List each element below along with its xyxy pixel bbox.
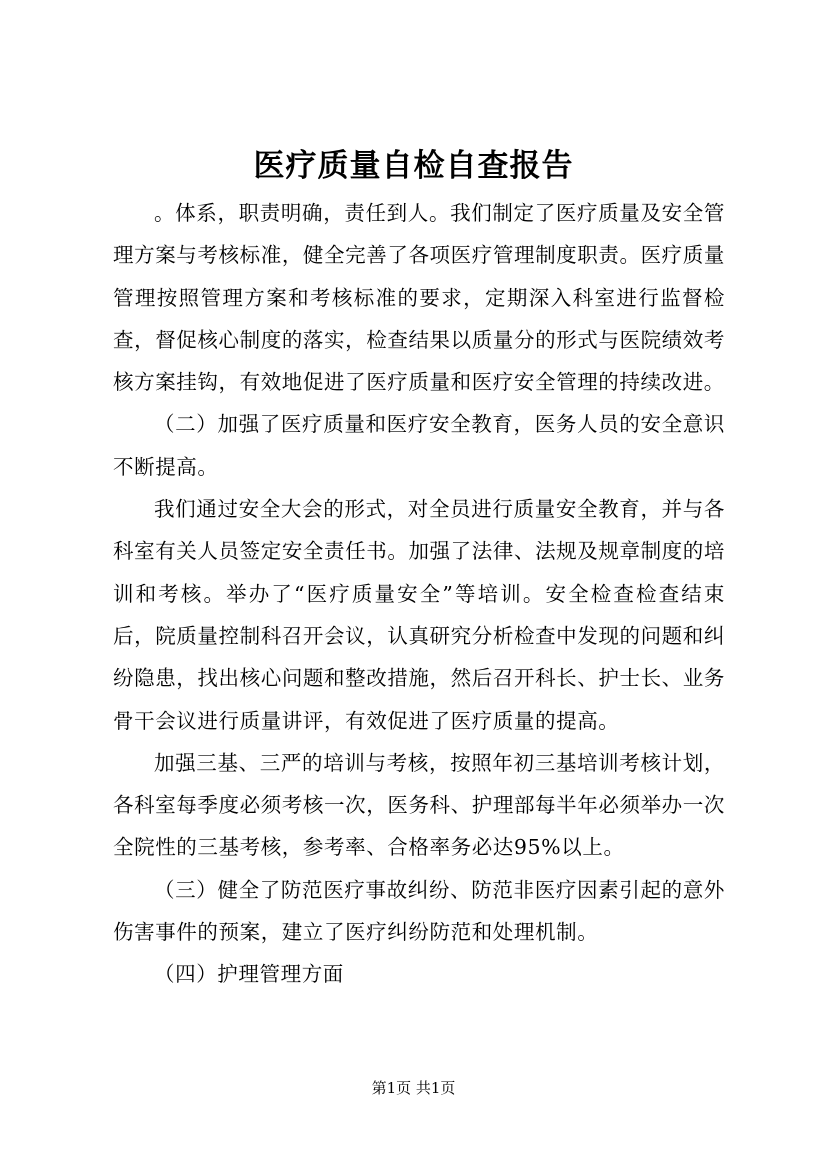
paragraph-section-three-heading: （三）健全了防范医疗事故纠纷、防范非医疗因素引起的意外伤害事件的预案，建立了医疗纠纷防范和处理机制。: [113, 877, 725, 945]
paragraph-three-basics-training: 加强三基、三严的培训与考核，按照年初三基培训考核计划，各科室每季度必须考核一次，医务科、护理部每半年必须举办一次全院性的三基考核，参考率、合格率务必达95%以上。: [113, 750, 725, 860]
paragraph-section-two-heading: （二）加强了医疗质量和医疗安全教育，医务人员的安全意识不断提高。: [113, 412, 725, 479]
paragraph-safety-education: 我们通过安全大会的形式，对全员进行质量安全教育，并与各科室有关人员签定安全责任书。加强了法律、法规及规章制度的培训和考核。举办了“医疗质量安全”等培训。安全检查检查结束后，院质量控制科召开会议，认真研究分析检查中发现的问题和纠纷隐患，找出核心问题和整改措施，然后召开科长、护士长、业务骨干会议进行质量讲评，有效促进了医疗质量的提高。: [113, 497, 725, 733]
paragraph-responsibility-system: 。体系，职责明确，责任到人。我们制定了医疗质量及安全管理方案与考核标准，健全完善了各项医疗管理制度职责。医疗质量管理按照管理方案和考核标准的要求，定期深入科室进行监督检查，督促核心制度的落实，检查结果以质量分的形式与医院绩效考核方案挂钩，有效地促进了医疗质量和医疗安全管理的持续改进。: [113, 201, 725, 395]
document-title: 医疗质量自检自查报告: [253, 148, 574, 184]
page-footer: 第1页 共1页: [371, 1079, 456, 1097]
document-body: [113, 192, 725, 996]
paragraph-section-four-heading: （四）护理管理方面: [154, 962, 344, 987]
